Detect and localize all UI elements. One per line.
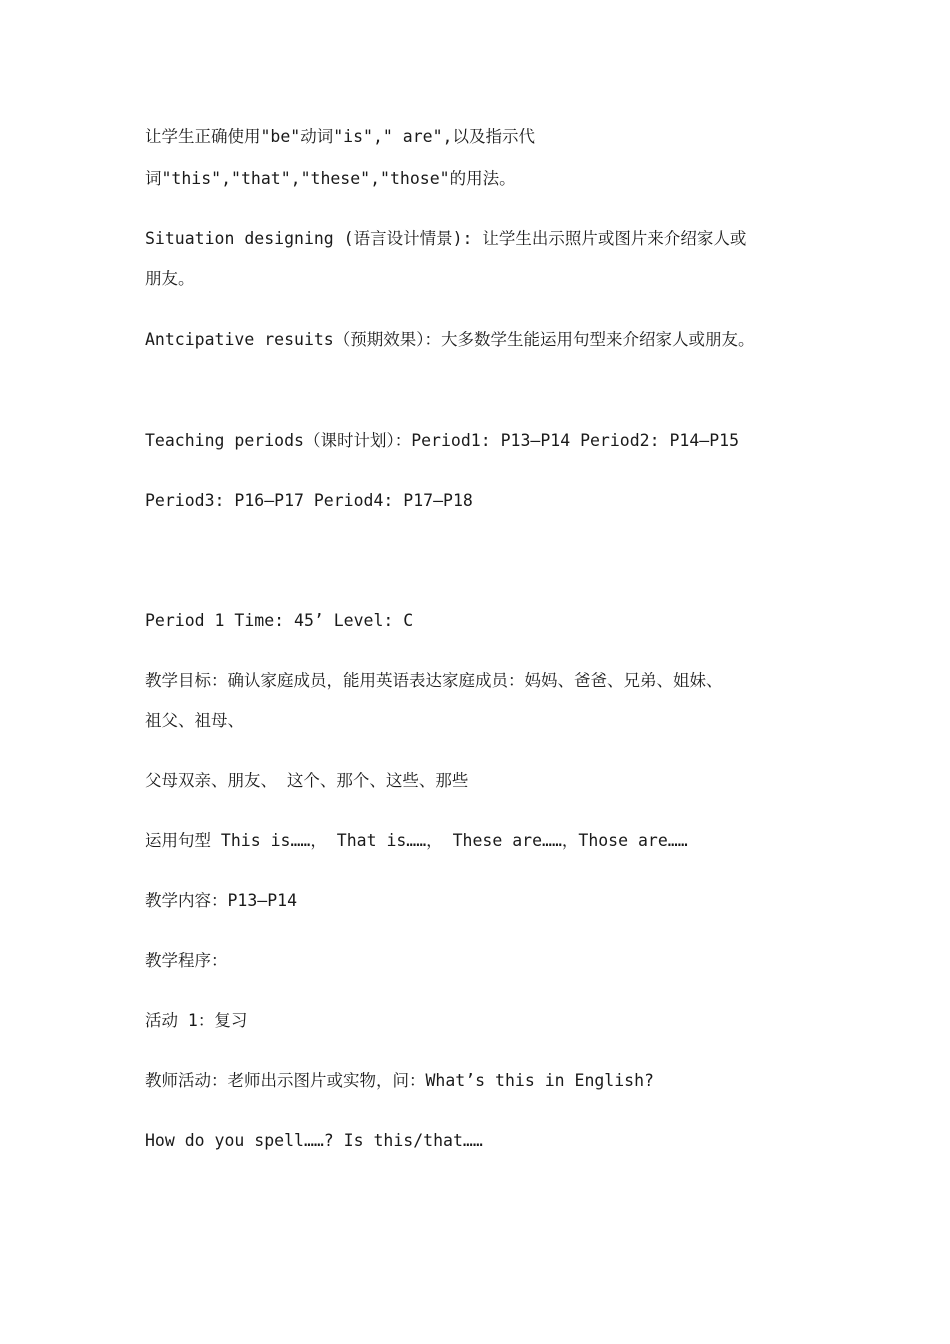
text-line: How do you spell……? Is this/that…… — [145, 1131, 483, 1150]
text-line: 教学目标：确认家庭成员，能用英语表达家庭成员：妈妈、爸爸、兄弟、姐妹、 — [145, 671, 723, 690]
text-line: 运用句型 This is……， That is……， These are……，Those are…… — [145, 831, 688, 850]
text-line: 教学程序： — [145, 951, 228, 970]
text-line: 活动 1：复习 — [145, 1011, 248, 1030]
text-line: Situation designing (语言设计情景): 让学生出示照片或图片来介绍家人或 — [145, 229, 747, 248]
text-line: Period3: P16—P17 Period4: P17—P18 — [145, 491, 473, 510]
text-line: 父母双亲、朋友、 这个、那个、这些、那些 — [145, 771, 469, 790]
text-line: Teaching periods（课时计划）：Period1: P13—P14 Period2: P14—P15 — [145, 431, 740, 450]
text-line: Period 1 Time: 45’ Level: C — [145, 611, 414, 630]
text-line: 让学生正确使用"be"动词"is"," are",以及指示代 — [145, 127, 535, 146]
text-line: 祖父、祖母、 — [145, 711, 244, 730]
text-line: 词"this","that","these","those"的用法。 — [145, 169, 516, 188]
text-line: 教师活动：老师出示图片或实物，问：What’s this in English? — [145, 1071, 654, 1090]
text-line: Antcipative resuits（预期效果）：大多数学生能运用句型来介绍家人或朋友。 — [145, 330, 755, 349]
text-line: 朋友。 — [145, 269, 195, 288]
text-line: 教学内容：P13—P14 — [145, 891, 298, 910]
